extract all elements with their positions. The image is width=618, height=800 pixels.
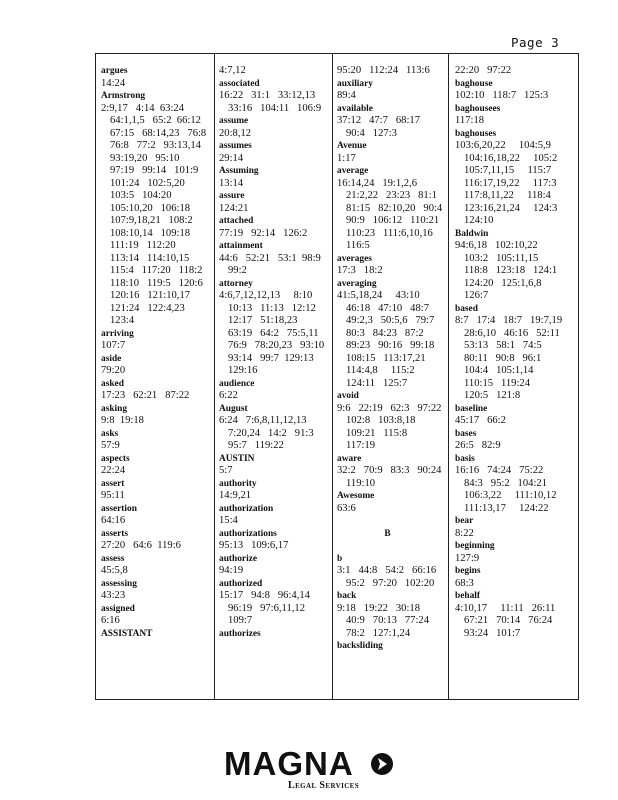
page-line-references: 28:6,10 46:16 52:11: [464, 327, 560, 339]
page-line-references: 78:2 127:1,24: [346, 627, 411, 639]
index-term: authorize: [219, 553, 258, 564]
page-line-references: 12:17 51:18,23: [228, 315, 298, 326]
page-line-references: 33:16 104:11 106:9: [228, 102, 322, 114]
index-term: behalf: [455, 591, 481, 601]
page-line-references: 104:16,18,22 105:2: [464, 152, 558, 164]
page-line-references: 64:1,1,5 65:2 66:12: [110, 115, 201, 126]
index-term: authorization: [219, 503, 274, 514]
index-term: assure: [219, 191, 245, 201]
index-term: Avenue: [337, 141, 367, 151]
index-term: Armstrong: [101, 91, 146, 101]
page-line-references: 95:13 109:6,17: [219, 540, 289, 551]
page-line-references: 126:7: [464, 290, 489, 301]
index-term: baghousees: [455, 103, 501, 114]
index-term: authority: [219, 478, 257, 489]
index-term: assess: [101, 553, 125, 564]
page-line-references: 123:16,21,24 124:3: [464, 202, 558, 214]
page-line-references: 107:7: [101, 340, 126, 351]
page-line-references: 124:21: [219, 202, 249, 214]
page-line-references: 6:22: [219, 390, 238, 401]
page-line-references: 118:10 119:5 120:6: [110, 277, 203, 289]
index-term: assessing: [101, 578, 137, 589]
page-line-references: 7:20,24 14:2 91:3: [228, 427, 314, 439]
index-column-2: [214, 54, 332, 699]
page-line-references: 15:4: [219, 515, 238, 526]
index-term: avoid: [337, 391, 359, 401]
index-term: authorizations: [219, 528, 277, 539]
page-line-references: 84:3 95:2 104:21: [464, 477, 547, 489]
page-line-references: 16:14,24 19:1,2,6: [337, 177, 418, 189]
page-line-references: 37:12 47:7 68:17: [337, 115, 420, 126]
page-line-references: 124:10: [464, 215, 494, 226]
index-term: based: [455, 303, 478, 314]
index-term: baghouses: [455, 128, 497, 139]
page-line-references: 8:22: [455, 527, 474, 539]
page-line-references: 113:14 114:10,15: [110, 252, 190, 264]
page-line-references: 16:16 74:24 75:22: [455, 465, 544, 476]
page-line-references: 1:17: [337, 152, 356, 164]
index-term: authorized: [219, 578, 263, 589]
page-line-references: 80:3 84:23 87:2: [346, 327, 424, 339]
spacer: [337, 540, 448, 553]
page-line-references: 120:16 121:10,17: [110, 290, 191, 301]
index-term: available: [337, 103, 373, 114]
page-line-references: 97:19 99:14 101:9: [110, 165, 199, 176]
index-term: audience: [219, 378, 255, 389]
page-line-references: 120:5 121:8: [464, 390, 521, 401]
index-term: bear: [455, 516, 474, 526]
index-term: associated: [219, 78, 260, 89]
index-term: assert: [101, 478, 125, 489]
page-line-references: 102:8 103:8,18: [346, 415, 416, 426]
page-line-references: 44:6 52:21 53:1 98:9: [219, 252, 321, 264]
page-line-references: 104:4 105:1,14: [464, 365, 534, 376]
page-line-references: 6:24 7:6,8,11,12,13: [219, 415, 307, 426]
page-line-references: 93:19,20 95:10: [110, 152, 180, 164]
page-line-references: 121:24 122:4,23: [110, 302, 185, 314]
page-line-references: 103:2 105:11,15: [464, 252, 539, 264]
index-term: August: [219, 403, 248, 414]
page-line-references: 9:18 19:22 30:18: [337, 602, 420, 614]
page-line-references: 103:6,20,22 104:5,9: [455, 140, 551, 151]
page-line-references: 117:18: [455, 115, 485, 126]
page-line-references: 77:19 92:14 126:2: [219, 227, 308, 239]
page-line-references: 109:21 115:8: [346, 427, 408, 439]
page-line-references: 102:10 118:7 125:3: [455, 90, 549, 101]
page-line-references: 116:17,19,22 117:3: [464, 177, 557, 189]
page-line-references: 114:4,8 115:2: [346, 365, 415, 376]
page-line-references: 105:10,20 106:18: [110, 202, 191, 214]
column-divider: [214, 54, 215, 699]
index-column-1: [96, 54, 214, 699]
index-term: begins: [455, 566, 481, 576]
index-term: baghouse: [455, 78, 493, 89]
page-line-references: 9:6 22:19 62:3 97:22: [337, 402, 442, 414]
page-line-references: 111:19 112:20: [110, 240, 176, 251]
index-term: basis: [455, 453, 475, 464]
logo-wordmark: MAGNA: [224, 745, 354, 782]
page-line-references: 108:10,14 109:18: [110, 227, 191, 239]
page-line-references: 81:15 82:10,20 90:4: [346, 202, 443, 214]
index-term: attorney: [219, 278, 253, 289]
page-line-references: 63:6: [337, 502, 356, 514]
index-term: arriving: [101, 328, 134, 339]
index-term: average: [337, 166, 369, 176]
page-line-references: 99:2: [228, 265, 247, 276]
arrow-circle-icon: [370, 752, 394, 776]
page-line-references: 22:24: [101, 465, 126, 476]
page-line-references: 63:19 64:2 75:5,11: [228, 327, 319, 339]
page-line-references: 118:8 123:18 124:1: [464, 265, 558, 276]
index-term: AUSTIN: [219, 453, 255, 464]
page-line-references: 96:19 97:6,11,12: [228, 602, 306, 614]
page-line-references: 57:9: [101, 440, 120, 451]
page-line-references: 45:5,8: [101, 565, 128, 576]
page-line-references: 90:9 106:12 110:21: [346, 215, 440, 226]
page-line-references: 4:10,17 11:11 26:11: [455, 602, 556, 614]
page-line-references: 119:10: [346, 477, 376, 489]
index-term: asking: [101, 403, 128, 414]
page-line-references: 89:23 90:16 99:18: [346, 340, 435, 351]
page-line-references: 49:2,3 50:5,6 79:7: [346, 315, 435, 326]
page-line-references: 76:8 77:2 93:13,14: [110, 140, 201, 151]
page-line-references: 76:9 78:20,23 93:10: [228, 340, 325, 351]
index-term: aspects: [101, 453, 130, 464]
index-term: Baldwin: [455, 228, 489, 239]
page-line-references: 17:3 18:2: [337, 265, 383, 276]
page-line-references: 94:6,18 102:10,22: [455, 240, 538, 251]
page-line-references: 67:15 68:14,23 76:8: [110, 127, 207, 139]
page-line-references: 16:22 31:1 33:12,13: [219, 90, 316, 101]
index-term: asserts: [101, 528, 129, 539]
index-term: Assuming: [219, 166, 259, 176]
page-line-references: 10:13 11:13 12:12: [228, 302, 316, 314]
index-term: attached: [219, 216, 254, 226]
page-line-references: 64:16: [101, 515, 126, 526]
page-line-references: 123:4: [110, 315, 135, 326]
index-term: ASSISTANT: [101, 628, 153, 639]
page-line-references: 93:14 99:7 129:13: [228, 352, 314, 364]
page-line-references: 107:9,18,21 108:2: [110, 215, 193, 226]
index-term: averages: [337, 253, 372, 264]
page-line-references: 79:20: [101, 365, 126, 376]
page-line-references: 80:11 90:8 96:1: [464, 352, 542, 364]
index-term: back: [337, 591, 357, 601]
page-line-references: 110:23 111:6,10,16: [346, 227, 433, 239]
page-line-references: 101:24 102:5,20: [110, 177, 185, 189]
page-line-references: 15:17 94:8 96:4,14: [219, 590, 310, 601]
index-term: bases: [455, 428, 477, 439]
index-term: Awesome: [337, 491, 375, 501]
page-line-references: 109:7: [228, 615, 253, 626]
page-line-references: 14:9,21: [219, 490, 252, 501]
section-letter: B: [384, 528, 391, 539]
page-line-references: 43:23: [101, 590, 126, 601]
column-divider: [448, 54, 449, 699]
page-line-references: 46:18 47:10 48:7: [346, 302, 429, 314]
page-line-references: 117:19: [346, 440, 376, 451]
page-line-references: 124:11 125:7: [346, 377, 408, 389]
page-line-references: 68:3: [455, 577, 474, 589]
page-line-references: 124:20 125:1,6,8: [464, 277, 542, 289]
index-term: backsliding: [337, 641, 383, 651]
magna-logo: [224, 746, 394, 794]
page-line-references: 41:5,18,24 43:10: [337, 290, 420, 301]
page-line-references: 108:15 113:17,21: [346, 352, 426, 364]
spacer: [337, 515, 448, 528]
index-term: argues: [101, 66, 128, 76]
page-line-references: 9:8 19:18: [101, 415, 144, 426]
page-line-references: 32:2 70:9 83:3 90:24: [337, 465, 442, 476]
page-line-references: 20:8,12: [219, 127, 252, 139]
index-term: asks: [101, 428, 119, 439]
page-line-references: 89:4: [337, 90, 356, 101]
logo-subtitle: Legal Services: [288, 780, 360, 791]
page-line-references: 14:24: [101, 77, 126, 89]
page-line-references: 105:7,11,15 115:7: [464, 165, 552, 176]
page-line-references: 13:14: [219, 177, 244, 189]
page-line-references: 4:6,7,12,12,13 8:10: [219, 290, 313, 301]
index-term: assume: [219, 116, 249, 126]
index-column-3: [332, 54, 448, 699]
index-term: b: [337, 553, 343, 564]
page-line-references: 117:8,11,22 118:4: [464, 190, 551, 201]
index-term: baseline: [455, 403, 488, 414]
page-number: Page 3: [511, 35, 560, 50]
index-term: aside: [101, 353, 122, 364]
page-line-references: 22:20 97:22: [455, 65, 512, 76]
page-line-references: 17:23 62:21 87:22: [101, 390, 190, 401]
page-line-references: 95:2 97:20 102:20: [346, 577, 435, 589]
index-term: assigned: [101, 603, 135, 614]
index-term: assumes: [219, 141, 252, 151]
page-line-references: 27:20 64:6 119:6: [101, 540, 181, 551]
page-line-references: 2:9,17 4:14 63:24: [101, 102, 184, 114]
index-term: auxiliary: [337, 78, 373, 89]
page-line-references: 40:9 70:13 77:24: [346, 615, 429, 626]
column-divider: [332, 54, 333, 699]
page-line-references: 53:13 58:1 74:5: [464, 340, 542, 351]
index-term: aware: [337, 453, 362, 464]
page-line-references: 129:16: [228, 365, 258, 376]
page-line-references: 115:4 117:20 118:2: [110, 265, 203, 276]
page-line-references: 116:5: [346, 240, 370, 251]
index-frame: [95, 53, 579, 700]
page-line-references: 45:17 66:2: [455, 415, 506, 426]
index-term: assertion: [101, 503, 137, 514]
index-term: beginning: [455, 541, 495, 551]
page-line-references: 93:24 101:7: [464, 627, 521, 639]
page-line-references: 110:15 119:24: [464, 377, 531, 389]
page-line-references: 90:4 127:3: [346, 127, 397, 139]
index-term: averaging: [337, 278, 377, 289]
page-line-references: 29:14: [219, 152, 244, 164]
page-line-references: 95:11: [101, 490, 125, 501]
index-term: authorizes: [219, 628, 261, 639]
page-line-references: 26:5 82:9: [455, 440, 501, 451]
page-line-references: 4:7,12: [219, 65, 246, 76]
page-line-references: 6:16: [101, 615, 120, 626]
page-line-references: 95:20 112:24 113:6: [337, 65, 430, 76]
index-column-4: [448, 54, 579, 699]
page-line-references: 95:7 119:22: [228, 440, 284, 451]
page-line-references: 5:7: [219, 465, 233, 476]
page-line-references: 127:9: [455, 552, 480, 564]
page-line-references: 94:19: [219, 565, 244, 576]
page-line-references: 103:5 104:20: [110, 190, 172, 201]
page-line-references: 8:7 17:4 18:7 19:7,19: [455, 315, 563, 326]
page-line-references: 106:3,22 111:10,12: [464, 490, 557, 501]
page-line-references: 21:2,22 23:23 81:1: [346, 190, 437, 201]
page-line-references: 67:21 70:14 76:24: [464, 615, 553, 626]
index-term: attainment: [219, 241, 263, 251]
index-term: asked: [101, 378, 124, 389]
page-line-references: 111:13,17 124:22: [464, 502, 549, 514]
page-line-references: 3:1 44:8 54:2 66:16: [337, 565, 437, 576]
